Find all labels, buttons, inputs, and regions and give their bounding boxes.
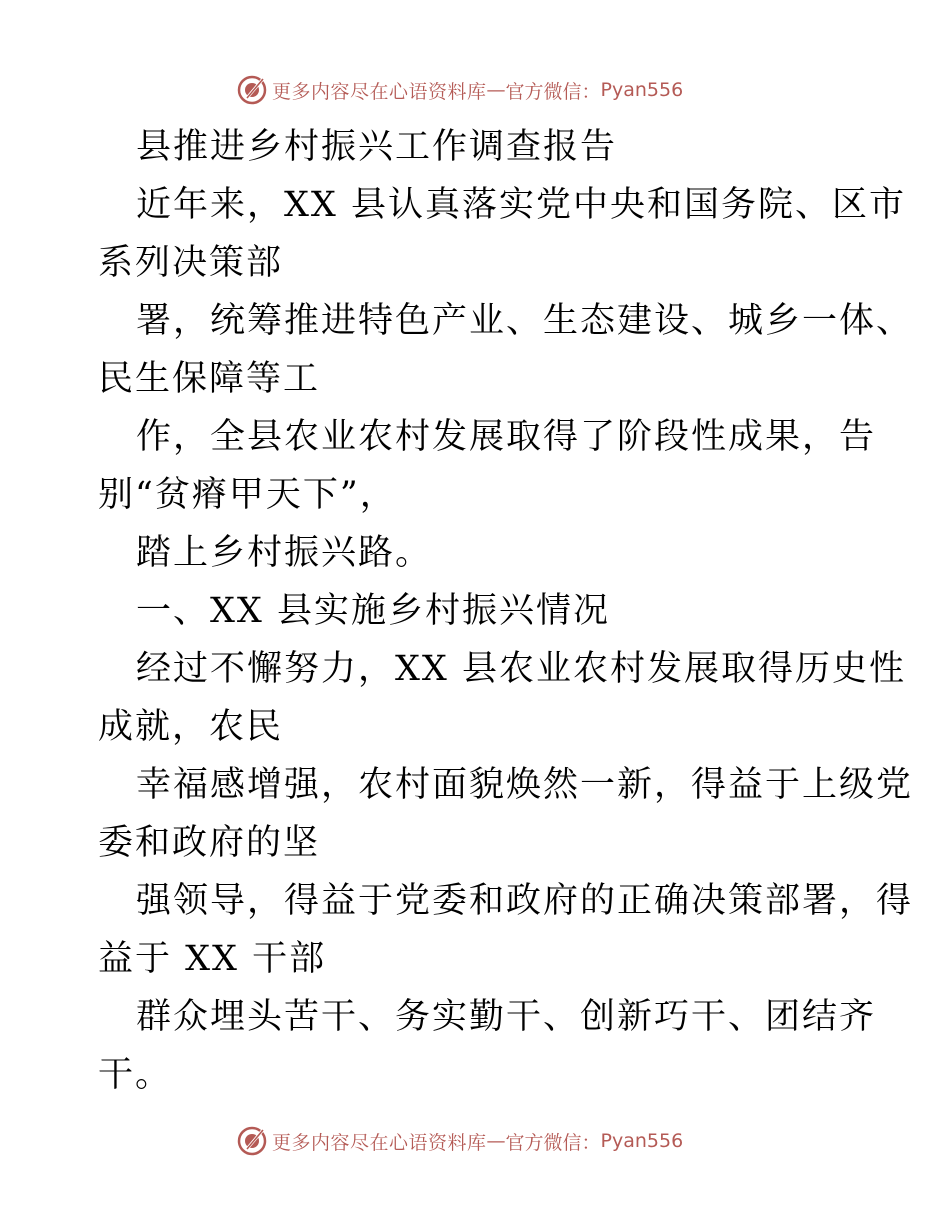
text-line: 群众埋头苦干、务实勤干、创新巧干、团结齐 xyxy=(136,997,877,1037)
text-line: 干。 xyxy=(98,1055,173,1095)
text-line: 益于 XX 干部 xyxy=(98,939,327,979)
watermark-contact-label: 官方微信： xyxy=(505,1131,601,1154)
text-line: 幸福感增强，农村面貌焕然一新，得益于上级党 xyxy=(136,765,914,805)
watermark-contact-id: Pyan556 xyxy=(600,79,684,101)
text-line: 别“贫瘠甲天下”， xyxy=(98,475,397,515)
section-heading: 一、XX 县实施乡村振兴情况 xyxy=(136,591,610,631)
watermark-dash: — xyxy=(486,79,506,101)
text-line: 强领导，得益于党委和政府的正确决策部署，得 xyxy=(136,881,914,921)
text-line: 委和政府的坚 xyxy=(98,823,321,863)
watermark-contact-label: 官方微信： xyxy=(505,80,601,103)
document-body xyxy=(98,118,914,1104)
text-line: 署，统筹推进特色产业、生态建设、城乡一体、 xyxy=(136,301,914,341)
watermark-brand-text: 更多内容尽在心语资料库 xyxy=(272,1131,487,1154)
logo-icon xyxy=(236,1125,268,1157)
text-line: 经过不懈努力，XX 县农业农村发展取得历史性 xyxy=(136,649,906,689)
text-line: 作，全县农业农村发展取得了阶段性成果，告 xyxy=(136,417,877,457)
header-watermark xyxy=(236,73,683,107)
footer-watermark xyxy=(236,1124,683,1158)
watermark-contact-id: Pyan556 xyxy=(600,1130,684,1152)
text-line: 民生保障等工 xyxy=(98,359,321,399)
watermark-dash: — xyxy=(486,1130,506,1152)
watermark-brand-text: 更多内容尽在心语资料库 xyxy=(272,80,487,103)
text-line: 系列决策部 xyxy=(98,243,284,283)
document-title: 县推进乡村振兴工作调查报告 xyxy=(136,127,618,167)
logo-icon xyxy=(236,74,268,106)
text-line: 成就，农民 xyxy=(98,707,284,747)
text-line: 近年来，XX 县认真落实党中央和国务院、区市 xyxy=(136,185,906,225)
text-line: 踏上乡村振兴路。 xyxy=(136,533,433,573)
